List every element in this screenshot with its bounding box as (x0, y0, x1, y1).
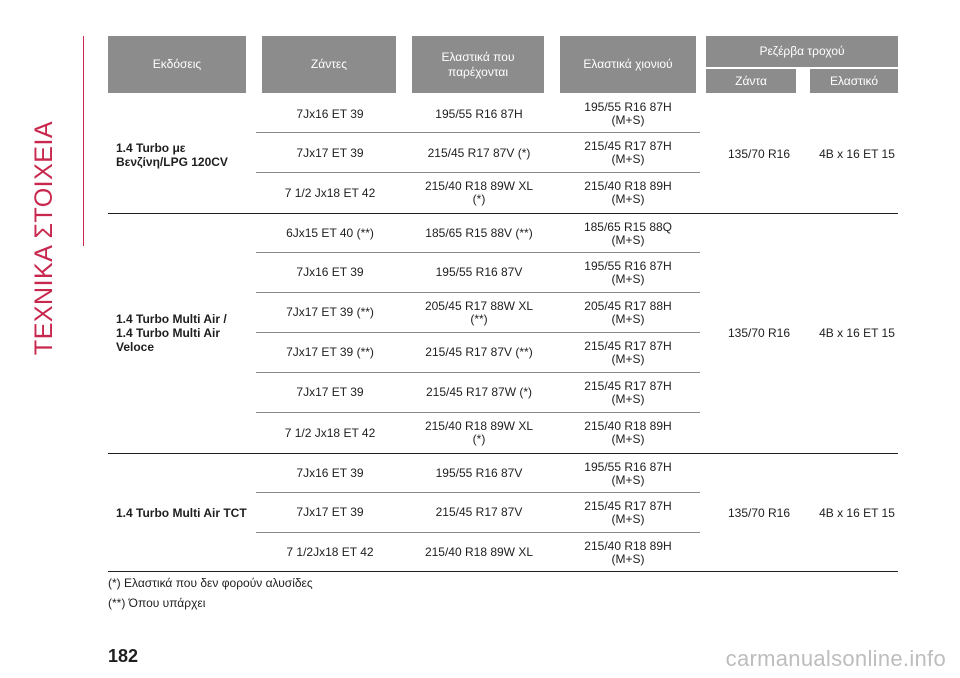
spare-rim-cell: 135/70 R16 (727, 326, 791, 340)
footnote-where-available: (**) Όπου υπάρχει (108, 596, 206, 610)
side-accent-line (83, 36, 84, 246)
section-side-title: ΤΕΧΝΙΚΑ ΣΤΟΙΧΕΙΑ (29, 120, 58, 356)
group-divider (108, 453, 898, 454)
snow-tyre-cell: 215/45 R17 87H (M+S) (584, 378, 672, 406)
supplied-tyre-cell: 205/45 R17 88W XL (**) (424, 298, 534, 326)
rim-cell: 7Jx17 ET 39 (296, 505, 364, 519)
supplied-tyre-cell: 215/45 R17 87V (435, 505, 523, 519)
group-divider (108, 213, 898, 214)
version-name: 1.4 Turbo με Βενζίνη/LPG 120CV (116, 140, 228, 169)
header-supplied-tyres: Ελαστικά που παρέχονται (412, 36, 544, 93)
row-divider (256, 292, 700, 293)
row-divider (256, 492, 700, 493)
header-rims: Ζάντες (262, 36, 396, 93)
footnote-no-chains: (*) Ελαστικά που δεν φορούν αλυσίδες (108, 576, 313, 590)
snow-tyre-cell: 195/55 R16 87H (M+S) (584, 258, 672, 286)
row-divider (256, 132, 700, 133)
snow-tyre-cell: 195/55 R16 87H (M+S) (584, 459, 672, 487)
snow-tyre-cell: 215/40 R18 89H (M+S) (584, 419, 672, 446)
rim-cell: 7Jx16 ET 39 (296, 106, 364, 121)
supplied-tyre-cell: 215/40 R18 89W XL (*) (424, 179, 534, 206)
page-number: 182 (108, 646, 139, 666)
supplied-tyre-cell: 215/45 R17 87V (*) (427, 145, 531, 160)
supplied-tyre-cell: 195/55 R16 87H (435, 106, 523, 121)
rim-cell: 7Jx17 ET 39 (296, 145, 364, 160)
spare-tyre-cell: 4B x 16 ET 15 (819, 326, 895, 340)
rim-cell: 7Jx17 ET 39 (296, 385, 364, 399)
row-divider (256, 332, 700, 333)
rim-cell: 7Jx16 ET 39 (296, 265, 364, 279)
header-versions: Εκδόσεις (108, 36, 246, 93)
header-snow-tyres: Ελαστικά χιονιού (560, 36, 696, 93)
supplied-tyre-cell: 185/65 R15 88V (**) (425, 226, 533, 240)
rim-cell: 6Jx15 ET 40 (**) (286, 226, 374, 240)
snow-tyre-cell: 215/45 R17 87H (M+S) (584, 338, 672, 366)
rim-cell: 7Jx16 ET 39 (296, 466, 364, 480)
spare-rim-cell: 135/70 R16 (727, 505, 791, 520)
supplied-tyre-cell: 215/40 R18 89W XL (424, 545, 534, 559)
row-divider (256, 412, 700, 413)
row-divider (256, 172, 700, 173)
version-name: 1.4 Turbo Multi Air TCT (116, 506, 247, 520)
row-divider (256, 372, 700, 373)
rim-cell: 7 1/2 Jx18 ET 42 (284, 185, 376, 200)
header-spare-wheel: Ρεζέρβα τροχού (706, 36, 898, 67)
snow-tyre-cell: 215/45 R17 87H (M+S) (584, 139, 672, 166)
supplied-tyre-cell: 195/55 R16 87V (435, 466, 523, 480)
snow-tyre-cell: 215/45 R17 87H (M+S) (584, 498, 672, 526)
snow-tyre-cell: 215/40 R18 89H (M+S) (584, 538, 672, 566)
snow-tyre-cell: 205/45 R17 88H (M+S) (584, 298, 672, 326)
supplied-tyre-cell: 195/55 R16 87V (435, 265, 523, 279)
version-name: 1.4 Turbo Multi Air / 1.4 Turbo Multi Air Veloce (116, 312, 227, 354)
spare-rim-cell: 135/70 R16 (727, 147, 791, 161)
row-divider (256, 252, 700, 253)
supplied-tyre-cell: 215/40 R18 89W XL (*) (424, 419, 534, 446)
supplied-tyre-cell: 215/45 R17 87W (*) (425, 385, 533, 399)
header-spare-tyre: Ελαστικό (810, 69, 898, 93)
rim-cell: 7 1/2 Jx18 ET 42 (284, 425, 376, 440)
table-bottom-border (108, 571, 898, 572)
snow-tyre-cell: 185/65 R15 88Q (M+S) (583, 219, 673, 247)
spare-tyre-cell: 4B x 16 ET 15 (819, 147, 895, 161)
rim-cell: 7Jx17 ET 39 (**) (286, 305, 374, 319)
watermark-text: carmanualsonline.info (725, 646, 946, 671)
rim-cell: 7 1/2Jx18 ET 42 (286, 545, 374, 559)
rim-cell: 7Jx17 ET 39 (**) (286, 345, 374, 359)
header-spare-rim: Ζάντα (706, 69, 796, 93)
row-divider (256, 532, 700, 533)
spare-tyre-cell: 4B x 16 ET 15 (819, 505, 895, 520)
supplied-tyre-cell: 215/45 R17 87V (**) (425, 345, 533, 359)
snow-tyre-cell: 195/55 R16 87H (M+S) (584, 100, 672, 127)
snow-tyre-cell: 215/40 R18 89H (M+S) (584, 179, 672, 206)
